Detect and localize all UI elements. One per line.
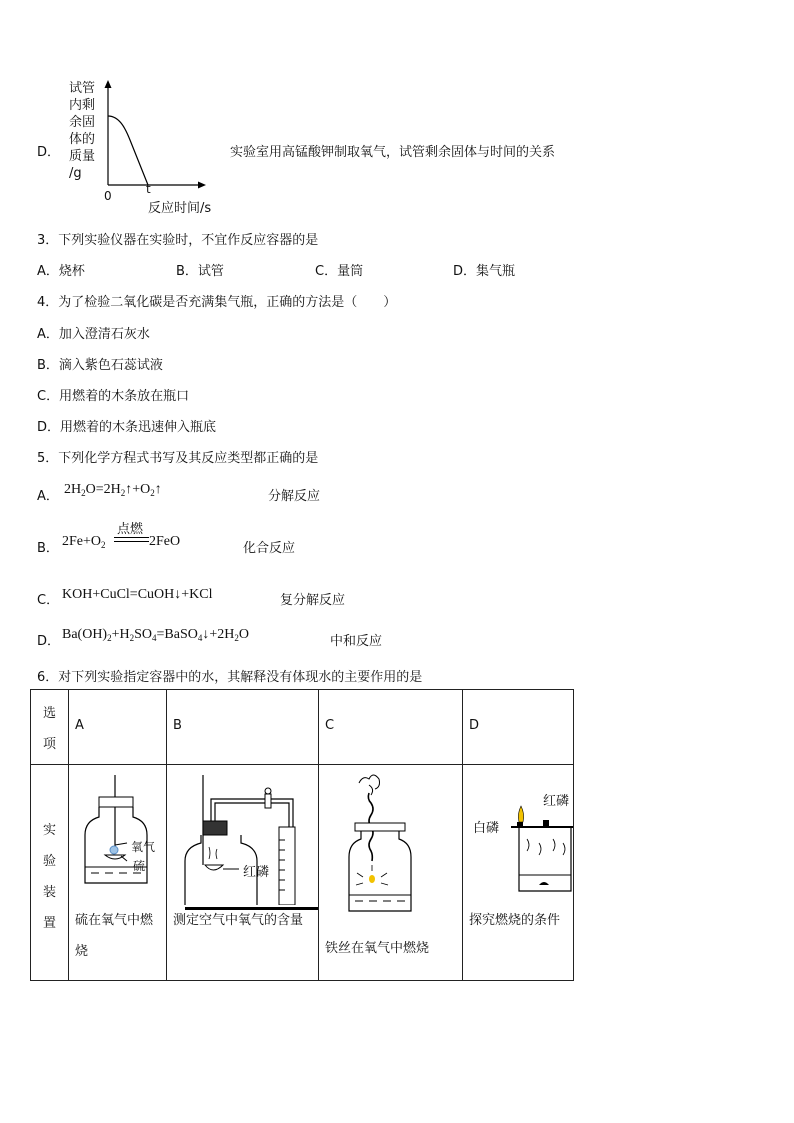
q4-stem: 4．为了检验二氧化碳是否充满集气瓶，正确的方法是（ ） [37,295,397,310]
q6-stem: 6．对下列实验指定容器中的水，其解释没有体现水的主要作用的是 [37,670,423,685]
y-axis-arrow [105,80,112,88]
q5-b-equation-left: $2Fe+O_2$ [62,534,106,550]
header-option-cell [31,690,69,765]
apparatus-cell-c [319,765,463,981]
q5-b-equation-right: 2FeO [149,534,181,549]
mass-curve [108,116,148,185]
q5-stem: 5．下列化学方程式书写及其反应类型都正确的是 [37,451,319,466]
q4-option-c: C．用燃着的木条放在瓶口 [37,389,190,404]
caption-text: 测定空气中氧气的含量 [173,913,304,928]
ylabel-line: 质量 [69,149,96,164]
header-option-label: 选项 [42,706,56,752]
q5-b-label: B． [37,541,59,556]
ylabel-line: 余固 [69,115,96,130]
label-red-phosphorus: 红磷 [243,865,270,880]
q5-c-label: C． [37,593,60,608]
ylabel-line: 内剩 [69,98,96,113]
column-key: C [325,718,335,733]
header-cell-d [463,690,574,765]
caption-text: 硫在氧气中燃烧 [75,913,154,959]
q2d-description: 实验室用高锰酸钾制取氧气，试管剩余固体与时间的关系 [230,145,556,160]
q4-option-b: B．滴入紫色石蕊试液 [37,358,163,373]
q5-c-type: 复分解反应 [280,593,346,608]
q2d-label: D． [37,145,61,160]
apparatus-cell-d [463,765,574,981]
apparatus-cell-a [69,765,167,981]
q3-stem: 3．下列实验仪器在实验时，不宜作反应容器的是 [37,233,319,248]
caption-a [69,905,159,967]
row-label-cell [31,765,69,981]
q4-option-a: A．加入澄清石灰水 [37,327,150,342]
column-key: D [469,718,480,733]
x-axis-label: 反应时间/s [148,201,212,216]
q6-table [30,689,574,981]
q3-option-d: D．集气瓶 [453,264,516,279]
caption-text: 铁丝在氧气中燃烧 [325,941,430,956]
ylabel-line: 体的 [69,132,96,147]
equals-double-line [114,537,149,542]
ylabel-line: 试管 [69,81,96,96]
q5-a-equation: $2H_2O=2H_2↑+O_2↑$ [64,482,162,498]
header-cell-c [319,690,463,765]
q2d-ylabel [69,80,95,182]
label-red-phosphorus-d: 红磷 [543,794,570,809]
ylabel-line: /g [69,166,82,181]
base-line-b [185,907,318,910]
caption-d [463,905,569,936]
caption-text: 探究燃烧的条件 [469,913,561,928]
caption-c [319,933,462,964]
sulfur-burning-jar [69,765,166,905]
q5-d-label: D． [37,634,61,649]
header-cell-a [69,690,167,765]
apparatus-cell-b [167,765,319,981]
q5-b-condition: 点燃 [117,522,144,537]
q3-option-a: A．烧杯 [37,264,85,279]
q5-c-equation: KOH+CuCl=CuOH↓+KCl [62,587,213,602]
label-oxygen: 氧气 [131,840,156,854]
oxygen-measure-apparatus [167,765,318,905]
q5-a-type: 分解反应 [268,489,321,504]
header-cell-b [167,690,319,765]
q3-option-c: C．量筒 [315,264,364,279]
q3-option-b: B．试管 [176,264,224,279]
q5-d-type: 中和反应 [330,634,383,649]
row-label: 实验装置 [42,823,56,931]
column-key: B [173,718,182,733]
iron-wire-jar [319,765,462,937]
label-sulfur: 硫 [133,859,146,873]
q4-option-d: D．用燃着的木条迅速伸入瓶底 [37,420,217,435]
column-key: A [75,718,84,733]
q5-b-type: 化合反应 [243,541,296,556]
origin-label: 0 [104,189,112,203]
tick-t-label: t [146,182,151,196]
label-white-phosphorus: 白磷 [473,821,500,836]
q5-d-equation: $Ba(OH)_2+H_2SO_4=BaSO_4↓+2H_2O$ [62,627,250,643]
q5-a-label: A． [37,489,59,504]
q2d-graph [100,80,210,195]
x-axis-arrow [198,182,206,189]
